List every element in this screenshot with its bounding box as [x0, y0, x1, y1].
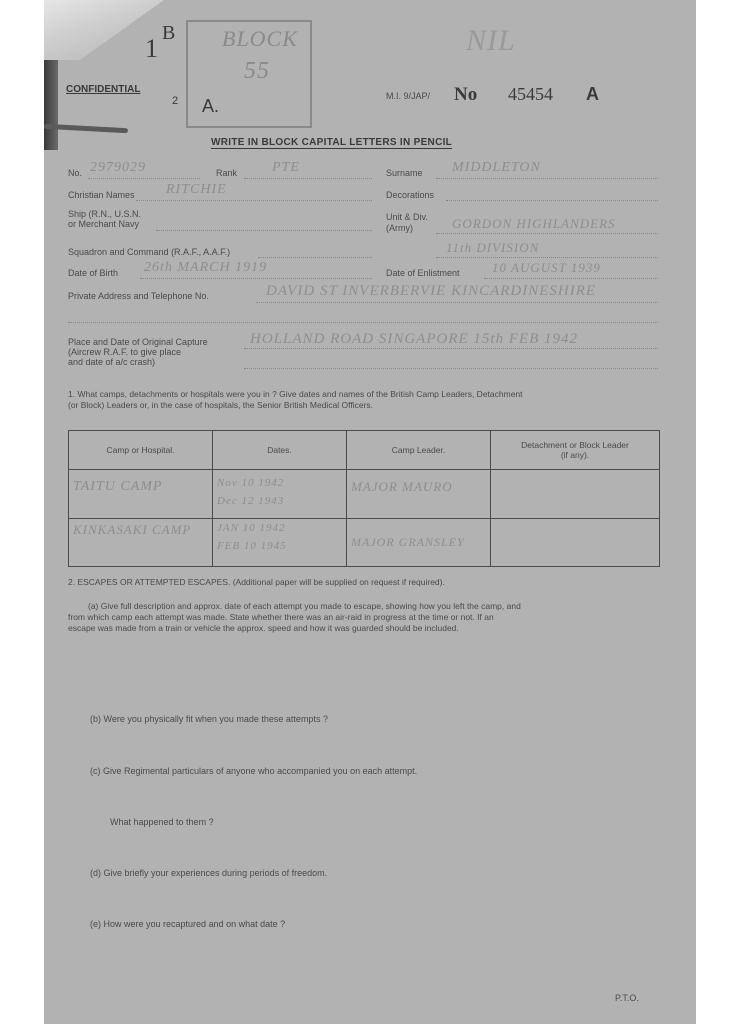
- q2-c-sub: What happened to them ?: [110, 817, 214, 827]
- form-ref: M.I. 9/JAP/: [386, 91, 431, 101]
- capture-label-3: and date of a/c crash): [68, 357, 156, 367]
- no-value: 2979029: [90, 160, 146, 175]
- unit-value-2: 11th DIVISION: [446, 240, 540, 255]
- classification: CONFIDENTIAL: [66, 84, 141, 95]
- capture-label-1: Place and Date of Original Capture: [68, 337, 208, 347]
- pto: P.T.O.: [615, 993, 639, 1003]
- table-row: [69, 519, 660, 567]
- capture-value: HOLLAND ROAD SINGAPORE 15th FEB 1942: [250, 331, 579, 347]
- christian-label: Christian Names: [68, 190, 135, 200]
- row-2-dates-2: FEB 10 1945: [217, 540, 287, 552]
- form-page: [44, 0, 696, 1024]
- rank-value: PTE: [272, 160, 300, 175]
- row-1-dates-1: Nov 10 1942: [217, 477, 285, 489]
- q2-title: 2. ESCAPES OR ATTEMPTED ESCAPES. (Additional paper will be supplied on request if required).: [68, 577, 445, 587]
- address-value: DAVID ST INVERBERVIE KINCARDINESHIRE: [266, 283, 597, 299]
- squadron-label: Squadron and Command (R.A.F., A.A.F.): [68, 247, 231, 257]
- row-1-leader: MAJOR MAURO: [351, 479, 453, 494]
- row-1-detachment: [491, 470, 659, 474]
- address-label: Private Address and Telephone No.: [68, 291, 209, 301]
- q2-b: (b) Were you physically fit when you made these attempts ?: [90, 714, 328, 724]
- unit-label-1: Unit & Div.: [386, 212, 428, 222]
- row-2-leader: MAJOR GRANSLEY: [351, 535, 465, 549]
- row-1-dates-2: Dec 12 1943: [217, 495, 285, 507]
- block-stamp: [186, 20, 312, 128]
- header-camp: Camp or Hospital.: [69, 431, 213, 470]
- row-2-detachment: [491, 519, 659, 523]
- b-mark: B: [162, 22, 177, 44]
- no-label: No.: [68, 168, 83, 178]
- q1-text-2: (or Block) Leaders or, in the case of hospitals, the Senior British Medical Officers.: [68, 400, 374, 410]
- q2-a-3: escape was made from a train or vehicle the approx. speed and how it was guarded should be included.: [68, 623, 459, 633]
- enlist-label: Date of Enlistment: [386, 268, 460, 278]
- q1-text-1: 1. What camps, detachments or hospitals were you in ? Give dates and names of the British Camp Leaders, Detachment: [68, 389, 523, 399]
- dob-label: Date of Birth: [68, 268, 119, 278]
- q2-e: (e) How were you recaptured and on what date ?: [90, 919, 286, 929]
- q2-c: (c) Give Regimental particulars of anyone who accompanied you on each attempt.: [90, 766, 418, 776]
- a-mark: A.: [202, 96, 220, 116]
- ship-label-2: or Merchant Navy: [68, 219, 140, 229]
- enlist-value: 10 AUGUST 1939: [492, 260, 601, 275]
- two-mark: 2: [172, 95, 179, 107]
- q2-a-2: from which camp each attempt was made. State whether there was an air-raid in progress at the time or not. If an: [68, 612, 494, 622]
- dob-value: 26th MARCH 1919: [144, 260, 268, 275]
- camps-table: [68, 430, 660, 567]
- unit-value-1: GORDON HIGHLANDERS: [452, 216, 616, 231]
- table-row: [69, 470, 660, 519]
- corner-mark: 1: [145, 34, 159, 63]
- instruction: WRITE IN BLOCK CAPITAL LETTERS IN PENCIL: [211, 137, 453, 148]
- q2-d: (d) Give briefly your experiences during periods of freedom.: [90, 868, 328, 878]
- surname-value: MIDDLETON: [452, 160, 541, 175]
- header-dates: Dates.: [213, 431, 347, 470]
- form-suffix: A: [586, 84, 599, 104]
- row-1-camp: TAITU CAMP: [73, 479, 163, 494]
- q2-a-1: (a) Give full description and approx. date of each attempt you made to escape, showing how you left the camp, and: [88, 601, 521, 611]
- capture-label-2: (Aircrew R.A.F. to give place: [68, 347, 182, 357]
- row-2-camp: KINKASAKI CAMP: [73, 522, 192, 537]
- decorations-label: Decorations: [386, 190, 435, 200]
- form-number: 45454: [508, 84, 553, 104]
- nil-mark: NIL: [466, 24, 516, 57]
- row-2-dates-1: JAN 10 1942: [217, 522, 286, 534]
- header-leader: Camp Leader.: [347, 431, 491, 470]
- block-number: 55: [244, 58, 270, 84]
- ship-label-1: Ship (R.N., U.S.N.: [68, 209, 142, 219]
- table-header-row: [69, 431, 660, 470]
- block-stamp-text: BLOCK: [222, 26, 298, 51]
- number-label: No: [454, 84, 478, 105]
- rank-label: Rank: [216, 168, 238, 178]
- surname-label: Surname: [386, 168, 423, 178]
- header-detachment: Detachment or Block Leader (if any).: [491, 431, 660, 470]
- christian-value: RITCHIE: [166, 182, 227, 197]
- unit-label-2: (Army): [386, 223, 413, 233]
